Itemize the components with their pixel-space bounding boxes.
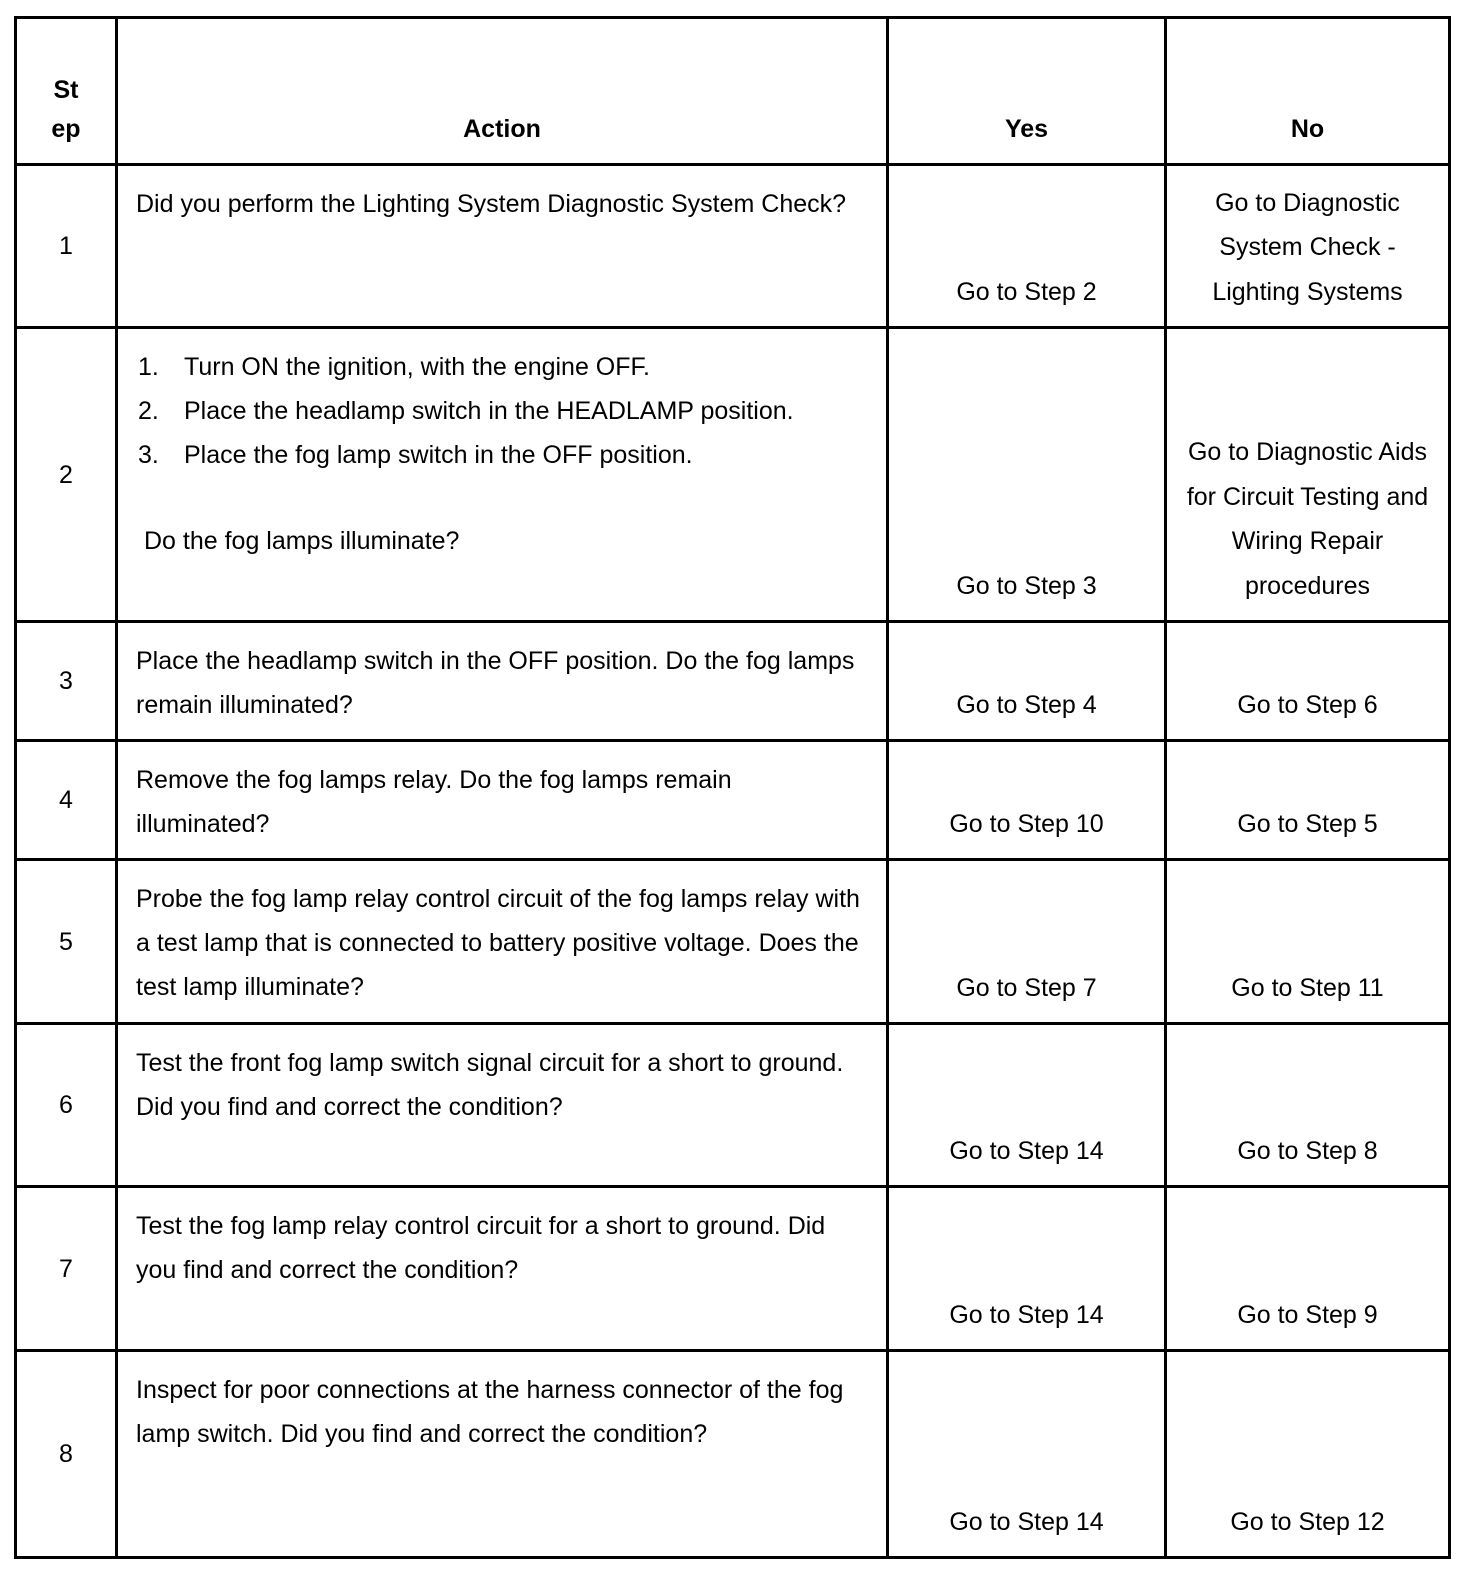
no-result: Go to Step 5: [1166, 741, 1450, 860]
table-row: [16, 622, 1450, 741]
yes-result: Go to Step 3: [888, 328, 1166, 622]
step-number: 7: [16, 1187, 117, 1351]
substep: 1. Turn ON the ignition, with the engine OFF.: [138, 353, 650, 381]
substep: 2. Place the headlamp switch in the HEADLAMP position.: [138, 397, 794, 425]
substep-list: [136, 345, 868, 477]
substep: 3. Place the fog lamp switch in the OFF position.: [138, 441, 693, 469]
action-text: Inspect for poor connections at the harness connector of the fog lamp switch. Did you find and correct the condition?: [117, 1351, 888, 1558]
no-result: Go to Step 12: [1166, 1351, 1450, 1558]
table-row: [16, 741, 1450, 860]
header-action: Action: [117, 18, 888, 165]
action-text: Test the fog lamp relay control circuit for a short to ground. Did you find and correct the condition?: [117, 1187, 888, 1351]
table-row: [16, 328, 1450, 622]
action-question: Do the fog lamps illuminate?: [144, 527, 460, 555]
table-header-row: [16, 18, 1450, 165]
table-row: [16, 860, 1450, 1024]
header-no: No: [1166, 18, 1450, 165]
no-result: Go to Diagnostic System Check - Lighting Systems: [1166, 165, 1450, 328]
step-number: 5: [16, 860, 117, 1024]
action-text: Did you perform the Lighting System Diagnostic System Check?: [117, 165, 888, 328]
action-text: Place the headlamp switch in the OFF position. Do the fog lamps remain illuminated?: [117, 622, 888, 741]
yes-result: Go to Step 14: [888, 1351, 1166, 1558]
table-row: [16, 1024, 1450, 1187]
yes-result: Go to Step 4: [888, 622, 1166, 741]
step-number: 8: [16, 1351, 117, 1558]
yes-result: Go to Step 2: [888, 165, 1166, 328]
step-number: 1: [16, 165, 117, 328]
no-result: Go to Step 8: [1166, 1024, 1450, 1187]
header-step: St ep: [16, 18, 117, 165]
action-text: Remove the fog lamps relay. Do the fog lamps remain illuminated?: [117, 741, 888, 860]
table-row: [16, 1351, 1450, 1558]
step-number: 6: [16, 1024, 117, 1187]
step-number: 4: [16, 741, 117, 860]
header-yes: Yes: [888, 18, 1166, 165]
yes-result: Go to Step 14: [888, 1024, 1166, 1187]
step-number: 3: [16, 622, 117, 741]
yes-result: Go to Step 14: [888, 1187, 1166, 1351]
no-result: Go to Step 11: [1166, 860, 1450, 1024]
action-text: [117, 328, 888, 622]
table-row: [16, 1187, 1450, 1351]
table-row: [16, 165, 1450, 328]
yes-result: Go to Step 7: [888, 860, 1166, 1024]
action-text: Test the front fog lamp switch signal circuit for a short to ground. Did you find and correct the condition?: [117, 1024, 888, 1187]
step-number: 2: [16, 328, 117, 622]
action-text: Probe the fog lamp relay control circuit of the fog lamps relay with a test lamp that is connected to battery positive voltage. Does the test lamp illuminate?: [117, 860, 888, 1024]
no-result: Go to Step 6: [1166, 622, 1450, 741]
diagnostic-table: [14, 16, 1451, 1559]
yes-result: Go to Step 10: [888, 741, 1166, 860]
no-result: Go to Diagnostic Aids for Circuit Testing and Wiring Repair procedures: [1166, 328, 1450, 622]
no-result: Go to Step 9: [1166, 1187, 1450, 1351]
